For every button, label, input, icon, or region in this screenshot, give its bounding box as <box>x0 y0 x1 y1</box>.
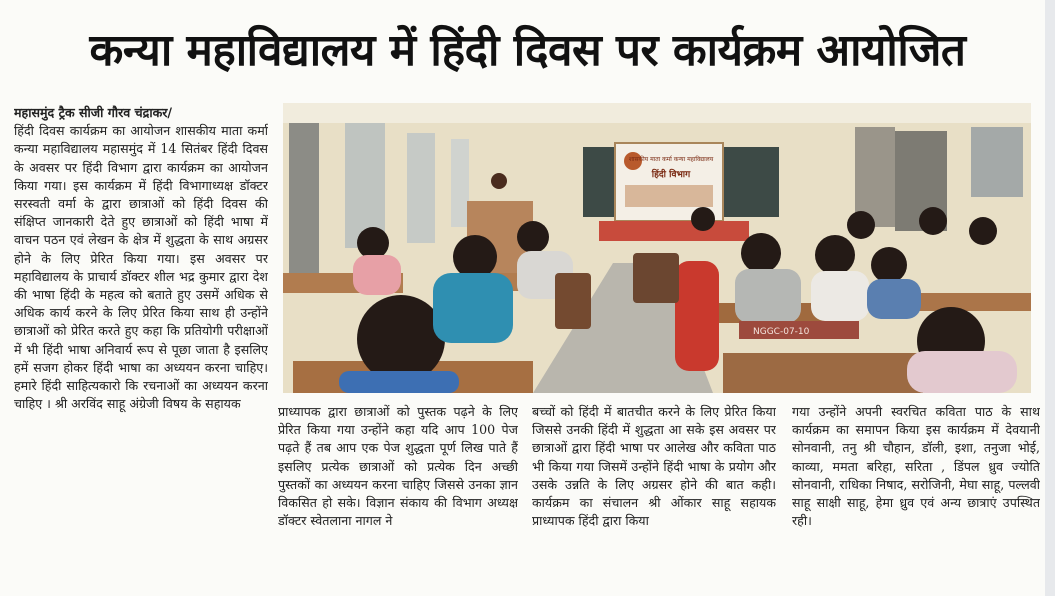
article-column-2 <box>278 403 518 583</box>
event-photo <box>283 103 1031 393</box>
byline: महासमुंद ट्रैक सीजी गौरव चंद्राकर/ <box>14 105 173 120</box>
classroom-photo-icon <box>283 103 1031 393</box>
column-4-text: गया उन्होंने अपनी स्वरचित कविता पाठ के साथ कार्यक्रम का समापन किया इस कार्यक्रम में देवयानी सोनवानी, तनु श्री चौहान, डॉली, इशा, तनुजा भोई, काव्या, ममता बरिहा, सरिता , डिंपल ध्रुव ज्योति सोनवानी, राधिका निषाद, सरोजिनी, मेघा साहू, पल्लवी साहू साक्षी साहू, हेमा ध्रुव एवं अन्य छात्राएं उपस्थित रही। <box>792 404 1040 529</box>
article-column-3 <box>532 403 776 583</box>
bag-label: NGGC-07-10 <box>753 327 810 337</box>
headline: कन्या महाविद्यालय में हिंदी दिवस पर कार्यक्रम आयोजित <box>89 25 966 76</box>
article-column-4 <box>792 403 1040 583</box>
banner-title: हिंदी विभाग <box>651 170 691 180</box>
banner-subtitle: शासकीय माता कर्मा कन्या महाविद्यालय <box>628 156 714 163</box>
page-edge <box>1045 0 1055 596</box>
column-3-text: बच्चों को हिंदी में बातचीत करने के लिए प्रेरित किया जिससे उनकी हिंदी में शुद्धता आ सके इस अवसर पर छात्राओं द्वारा हिंदी भाषा पर आलेख और कविता पाठ भी किया गया जिसमें उन्होंने हिंदी भाषा के प्रयोग और उसके उन्नति के लिए अग्रसर होने की बात कही।कार्यक्रम का संचालन श्री ओंकार साहू सहायक प्राध्यापक हिंदी द्वारा किया <box>532 404 776 529</box>
column-2-text: प्राध्यापक द्वारा छात्राओं को पुस्तक पढ़ने के लिए प्रेरित किया गया उन्होंने कहा यदि आप 100 पेज पढ़ते हैं तब आप एक पेज शुद्धता पूर्ण लिख पाते हैं इसलिए प्रत्येक छात्राओं को प्रत्येक दिन अच्छी पुस्तकों का अध्ययन करना चाहिए जिससे उनका ज्ञान विकसित हो सके। विज्ञान संकाय की विभाग अध्यक्ष डॉक्टर स्वेतलाना नागल ने <box>278 404 518 529</box>
article-column-1 <box>14 104 268 588</box>
column-1-text: हिंदी दिवस कार्यक्रम का आयोजन शासकीय माता कर्मा कन्या महाविद्यालय महासमुंद में 14 सितंबर हिंदी दिवस के अवसर पर हिंदी विभाग द्वारा कार्यक्रम का आयोजन किया गया। इस कार्यक्रम में हिंदी विभागाध्यक्ष डॉक्टर सरस्वती वर्मा के द्वारा छात्राओं को हिंदी दिवस की संक्षिप्त जानकारी देते हुए छात्राओं को हिंदी भाषा में वाचन पठन एवं लेखन के क्षेत्र में शुद्धता के साथ अग्रसर होने के लिए प्रेरित किया गया। इस अवसर पर महाविद्यालय के प्राचार्य डॉक्टर शील भद्र कुमार द्वारा देश की भाषा हिंदी के महत्व को बताते हुए उसमें अधिक से अधिक कार्य करने के लिए प्रेरित किया साथ ही उन्होंने छात्राओं को प्रेरित करते हुए कहा कि प्रतियोगी परीक्षाओं में भी हिंदी भाषा अनिवार्य रूप से पूछा जाता है इसलिए हमें सजग होकर हिंदी भाषा का अध्ययन करना चाहिए। हमारे हिंदी साहित्यकारो कि रचनाओं का अध्ययन करना चाहिए । श्री अरविंद साहू अंग्रेजी विषय के सहायक <box>14 123 268 412</box>
